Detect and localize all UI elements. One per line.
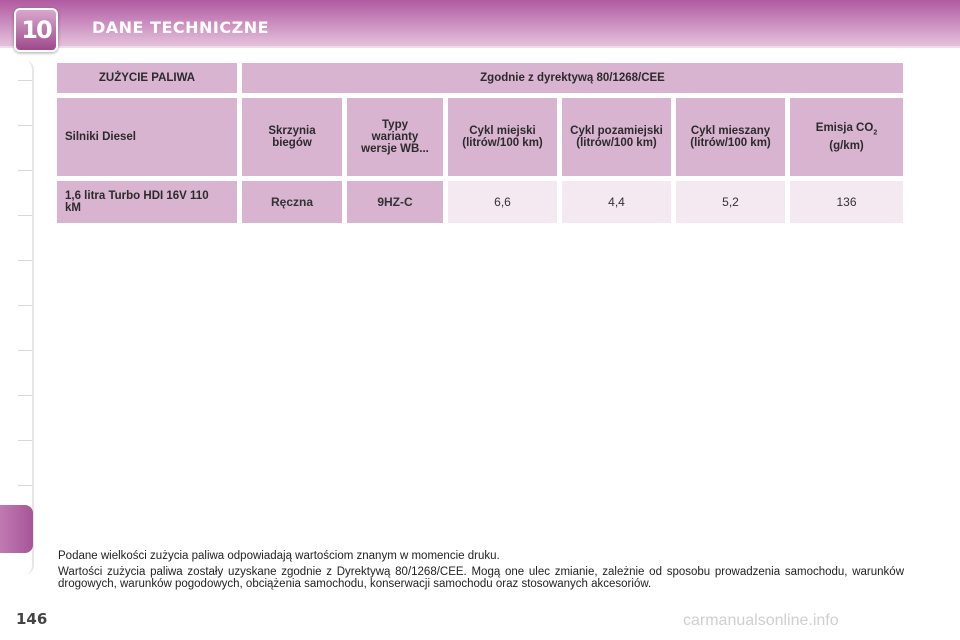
row-engine: 1,6 litra Turbo HDI 16V 110 kM <box>57 181 237 223</box>
row-emission-value: 136 <box>790 181 903 223</box>
column-header-types: Typy warianty wersje WB... <box>347 98 443 176</box>
emission-subscript: 2 <box>873 129 878 137</box>
edge-tick <box>18 485 32 486</box>
column-header-emission <box>790 98 903 176</box>
edge-tick <box>18 440 32 441</box>
edge-tick <box>18 395 32 396</box>
column-header-extra-urban: Cykl pozamiejski (litrów/100 km) <box>562 98 671 176</box>
row-gearbox: Ręczna <box>242 181 342 223</box>
edge-tick <box>18 215 32 216</box>
row-extra-urban-value: 4,4 <box>562 181 671 223</box>
active-chapter-tab <box>0 505 33 553</box>
note-line-1: Podane wielkości zużycia paliwa odpowiadają wartościom znanym w momencie druku. <box>58 550 500 562</box>
chapter-number-badge <box>14 8 58 52</box>
header-divider <box>0 46 960 48</box>
emission-label <box>798 122 895 151</box>
chapter-edge-tabs <box>0 60 34 575</box>
notes <box>58 550 904 594</box>
column-header-gearbox: Skrzynia biegów <box>242 98 342 176</box>
page-number: 146 <box>16 610 48 628</box>
row-urban-value: 6,6 <box>448 181 557 223</box>
row-combined-value: 5,2 <box>676 181 785 223</box>
column-header-urban: Cykl miejski (litrów/100 km) <box>448 98 557 176</box>
chapter-title: DANE TECHNICZNE <box>92 18 270 37</box>
column-header-combined: Cykl mieszany (litrów/100 km) <box>676 98 785 176</box>
emission-prefix: Emisja CO <box>815 122 874 135</box>
edge-tick <box>18 170 32 171</box>
edge-tick <box>18 125 32 126</box>
table-title-left: ZUŻYCIE PALIWA <box>57 63 237 93</box>
watermark: carmanualsonline.info <box>683 612 839 629</box>
edge-tick <box>18 80 32 81</box>
edge-tick <box>18 260 32 261</box>
edge-tick <box>18 350 32 351</box>
column-header-engine: Silniki Diesel <box>57 98 237 176</box>
emission-suffix: (g/km) <box>829 139 864 152</box>
note-line-2: Wartości zużycia paliwa zostały uzyskane zgodnie z Dyrektywą 80/1268/CEE. Mogą one ulec zmianie, zależnie od sposobu prowadzenia samochodu, warunków drogowych, warunków pogodowych, obciążenia samochodu, konserwacji samochodu oraz stosowanych akcesoriów. <box>58 566 904 590</box>
edge-tick <box>18 305 32 306</box>
chapter-number: 10 <box>21 16 51 44</box>
row-type: 9HZ-C <box>347 181 443 223</box>
table-title-right: Zgodnie z dyrektywą 80/1268/CEE <box>242 63 903 93</box>
